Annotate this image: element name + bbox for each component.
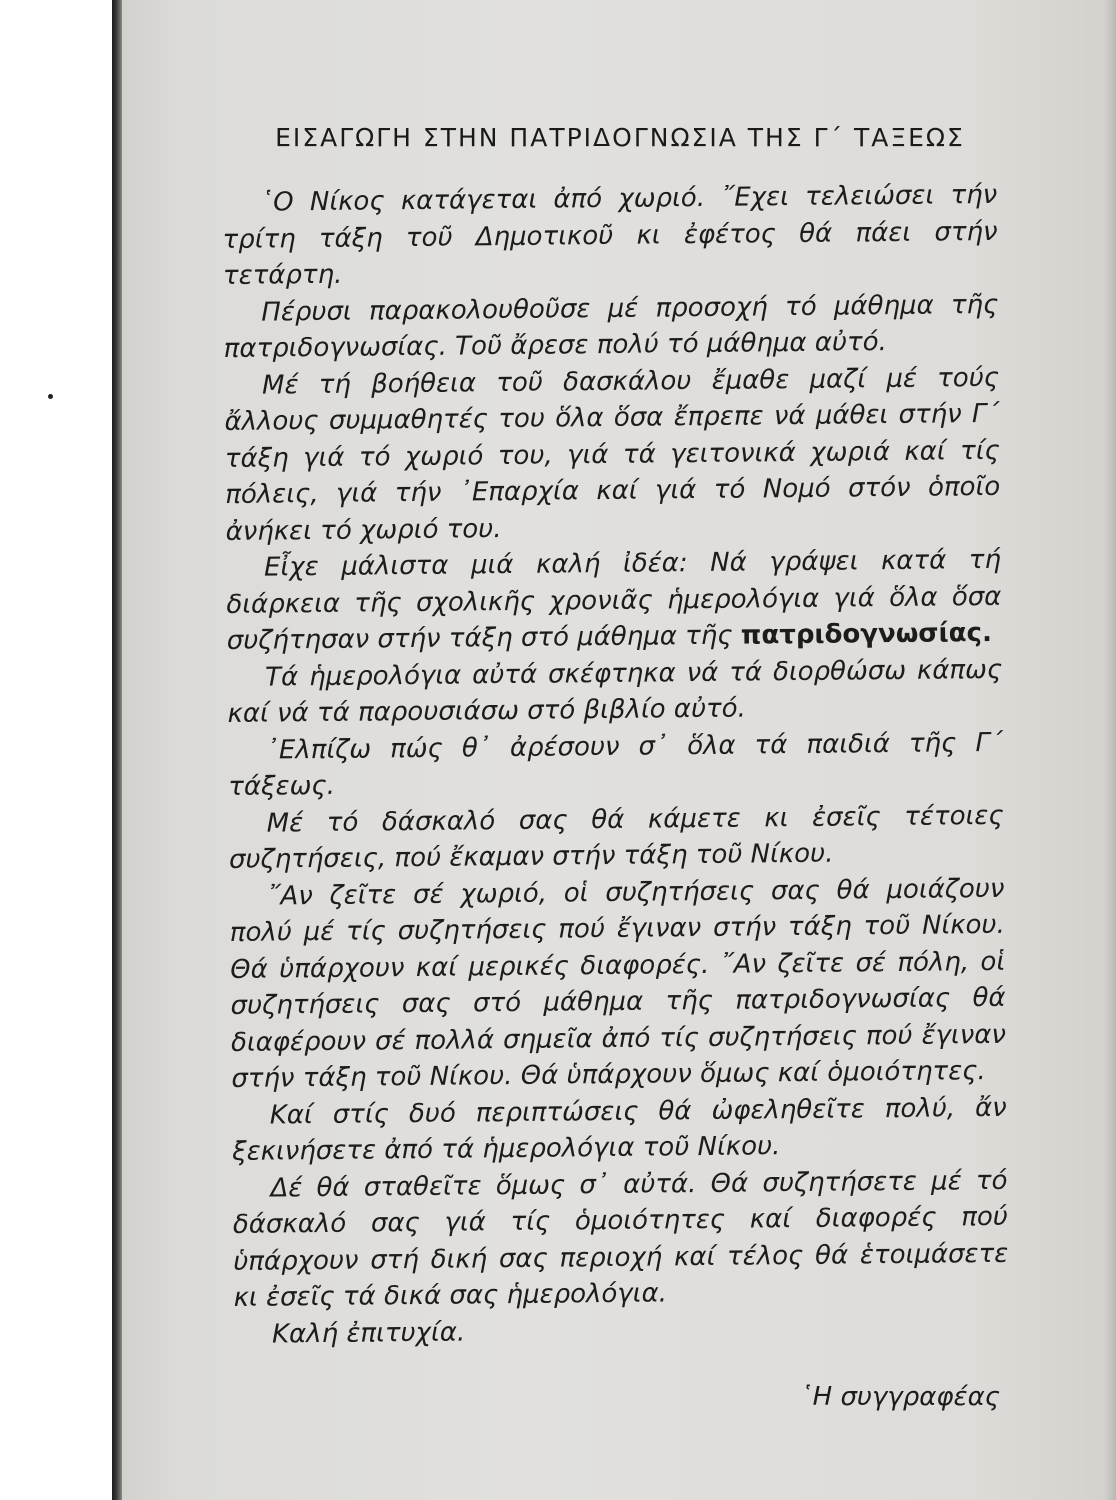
margin-dot — [48, 394, 53, 399]
paragraph: ῎Αν ζεῖτε σέ χωριό, οἱ συζητήσεις σας θά μοιάζουν πολύ μέ τίς συζητήσεις πού ἔγιναν στήν τάξη τοῦ Νίκου. Θά ὑπάρχουν καί μερικές διαφορές. ῎Αν ζεῖτε σέ πόλη, οἱ συζητήσεις σας στό μάθημα τῆς πατριδογνωσίας θά διαφέρουν σέ πολλά σημεῖα ἀπό τίς συζητήσεις πού ἔγιναν στήν τάξη τοῦ Νίκου. Θά ὑπάρχουν ὅμως καί ὁμοιότητες. — [229, 873, 1007, 1094]
paragraph: ᾿Ελπίζω πώς θ᾿ ἀρέσουν σ᾿ ὅλα τά παιδιά τῆς Γ΄ τάξεως. — [228, 727, 1004, 802]
book-binding-edge — [112, 0, 122, 1500]
paragraph: ῾Ο Νίκος κατάγεται ἀπό χωριό. ῎Εχει τελειώσει τήν τρίτη τάξη τοῦ Δημοτικοῦ κι ἐφέτος θά πάει στήν τετάρτη. — [222, 179, 998, 291]
paragraph: Μέ τό δάσκαλό σας θά κάμετε κι ἐσεῖς τέτοιες συζητήσεις, πού ἔκαμαν στήν τάξη τοῦ Νίκου. — [228, 800, 1004, 875]
paragraph: Καλή ἐπιτυχία. — [271, 1317, 466, 1350]
page-title: ΕΙΣΑΓΩΓΗ ΣΤΗΝ ΠΑΤΡΙΔΟΓΝΩΣΙΑ ΤΗΣ Γ΄ ΤΑΞΕΩΣ — [275, 123, 965, 152]
left-margin — [0, 0, 112, 1500]
paragraph: Δέ θά σταθεῖτε ὅμως σ᾿ αὐτά. Θά συζητήσετε μέ τό δάσκαλό σας γιά τίς ὁμοιότητες καί διαφορές πού ὑπάρχουν στή δική σας περιοχή καί τέλος θά ἑτοιμάσετε κι ἐσεῖς τά δικά σας ἡμερολόγια. — [232, 1165, 1009, 1313]
paragraph: Τά ἡμερολόγια αὐτά σκέφτηκα νά τά διορθώσω κάπως καί νά τά παρουσιάσω στό βιβλίο αὐτό. — [227, 654, 1003, 729]
page-edge-shadow — [1104, 0, 1116, 1500]
paragraph: Καί στίς δυό περιπτώσεις θά ὠφεληθεῖτε πολύ, ἄν ξεκινήσετε ἀπό τά ἡμερολόγια τοῦ Νίκου. — [231, 1092, 1007, 1167]
paragraph-text: Εἶχε μάλιστα μιά καλή ἰδέα: Νά γράψει κατά τή διάρκεια τῆς σχολικῆς χρονιᾶς ἡμερολόγια γιά ὅλα ὅσα συζήτησαν στήν τάξη στό μάθημα τῆς — [226, 544, 1002, 656]
paragraph: Πέρυσι παρακολουθοῦσε μέ προσοχή τό μάθημα τῆς πατριδογνωσίας. Τοῦ ἄρεσε πολύ τό μάθημα αὐτό. — [223, 289, 999, 364]
paragraph: Μέ τή βοήθεια τοῦ δασκάλου ἔμαθε μαζί μέ τούς ἄλλους συμμαθητές του ὅλα ὅσα ἔπρεπε νά μάθει στήν Γ΄ τάξη γιά τό χωριό του, γιά τά γειτονικά χωριά καί τίς πόλεις, γιά τήν ᾿Επαρχία καί γιά τό Νομό στόν ὁποῖο ἀνήκει τό χωριό του. — [224, 362, 1001, 547]
bold-word: πατριδογνωσίας. — [740, 617, 993, 651]
signature: ῾Η συγγραφέας — [799, 1382, 1000, 1412]
paragraph-with-bold — [226, 542, 1002, 660]
body-text — [222, 177, 1009, 1353]
